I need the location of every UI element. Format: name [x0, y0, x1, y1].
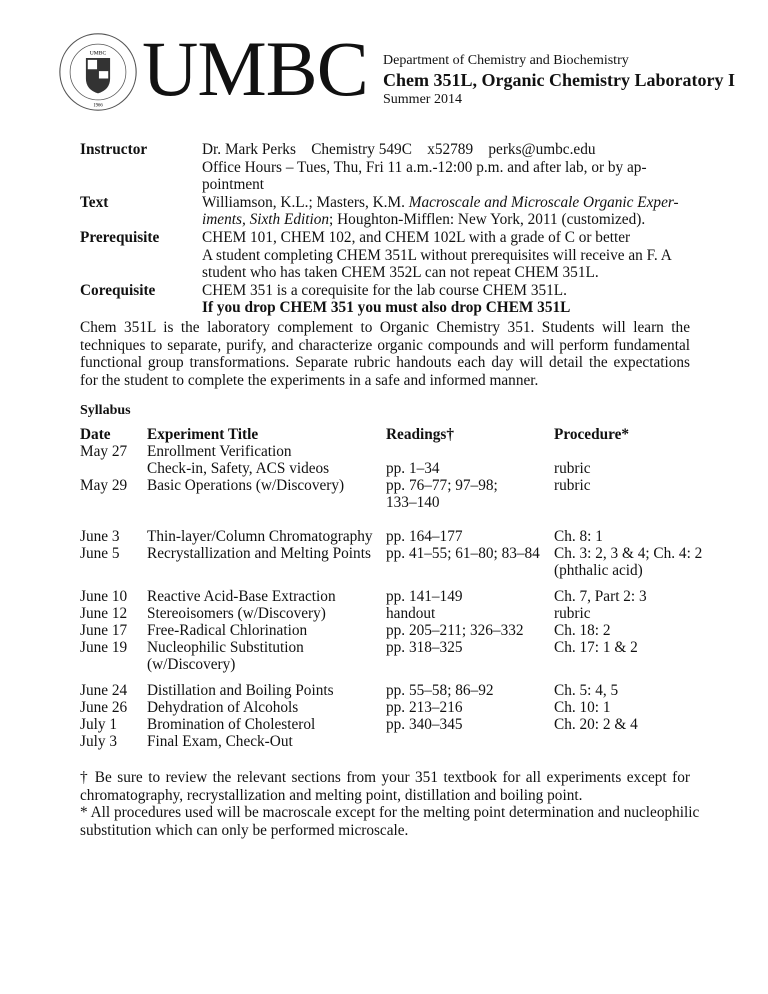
- cell-readings: pp. 1–34: [386, 460, 440, 477]
- cell-procedure: Ch. 8: 1: [554, 528, 603, 545]
- svg-text:1966: 1966: [93, 103, 103, 109]
- footnote-dagger: † Be sure to review the relevant sections from your 351 textbook for all experiments except for: [80, 769, 690, 786]
- cell-procedure: Ch. 3: 2, 3 & 4; Ch. 4: 2: [554, 545, 703, 562]
- cell-date: June 3: [80, 528, 120, 545]
- office-hours-cont: pointment: [202, 176, 265, 194]
- cell-date: June 19: [80, 639, 128, 656]
- cell-experiment-title: Thin-layer/Column Chromatography: [147, 528, 373, 545]
- instructor-label: Instructor: [80, 141, 148, 158]
- cell-readings: pp. 55–58; 86–92: [386, 682, 494, 699]
- prerequisite-label: Prerequisite: [80, 229, 160, 246]
- cell-readings: handout: [386, 605, 436, 622]
- cell-experiment-title: Nucleophilic Substitution: [147, 639, 304, 656]
- cell-procedure: (phthalic acid): [554, 562, 643, 579]
- footnote-dagger-cont: chromatography, recrystallization and melting point, distillation and boiling point.: [80, 786, 583, 804]
- cell-date: June 12: [80, 605, 128, 622]
- cell-date: June 26: [80, 699, 128, 716]
- svg-text:UMBC: UMBC: [89, 50, 107, 57]
- cell-experiment-title: Basic Operations (w/Discovery): [147, 477, 345, 494]
- cell-date: June 10: [80, 588, 128, 605]
- cell-procedure: Ch. 17: 1 & 2: [554, 639, 638, 656]
- intro-line: functional group transformations. Separate rubric handouts each day will detail the expectations: [80, 354, 690, 372]
- text-label: Text: [80, 193, 109, 211]
- textbook-title-cont: iments, Sixth Edition: [202, 211, 330, 229]
- cell-date: June 5: [80, 545, 120, 562]
- intro-line: Chem 351L is the laboratory complement to Organic Chemistry 351. Students will learn the: [80, 319, 690, 336]
- cell-experiment-title: Dehydration of Alcohols: [147, 699, 299, 716]
- column-header-experiment-title: Experiment Title: [147, 426, 259, 443]
- cell-readings: pp. 164–177: [386, 528, 463, 545]
- cell-procedure: Ch. 20: 2 & 4: [554, 716, 638, 733]
- course-title: Chem 351L, Organic Chemistry Laboratory I: [383, 70, 735, 90]
- cell-readings: pp. 318–325: [386, 639, 463, 656]
- cell-date: May 27: [80, 443, 128, 460]
- cell-procedure: Ch. 10: 1: [554, 699, 611, 716]
- cell-experiment-title: (w/Discovery): [147, 656, 236, 673]
- umbc-seal-logo: [58, 32, 138, 112]
- intro-line: for the student to complete the experiments in a safe and informed manner.: [80, 371, 539, 389]
- footnote-asterisk-cont: substitution which can only be performed microscale.: [80, 821, 409, 839]
- cell-experiment-title: Check-in, Safety, ACS videos: [147, 460, 330, 477]
- textbook-line1: [202, 194, 679, 212]
- cell-procedure: Ch. 7, Part 2: 3: [554, 588, 647, 605]
- corequisite-label: Corequisite: [80, 281, 156, 299]
- department-name: Department of Chemistry and Biochemistry: [383, 53, 629, 68]
- cell-date: July 1: [80, 716, 117, 733]
- textbook-title: Macroscale and Microscale Organic Exper-: [408, 193, 679, 211]
- prerequisite-note-cont: student who has taken CHEM 352L can not repeat CHEM 351L.: [202, 264, 599, 282]
- corequisite-text: CHEM 351 is a corequisite for the lab course CHEM 351L.: [202, 281, 567, 299]
- cell-readings: pp. 205–211; 326–332: [386, 622, 524, 639]
- cell-procedure: rubric: [554, 605, 591, 622]
- cell-readings: pp. 213–216: [386, 699, 463, 716]
- syllabus-heading: Syllabus: [80, 403, 131, 418]
- prerequisite-note: A student completing CHEM 351L without prerequisites will receive an F. A: [202, 246, 672, 264]
- cell-procedure: rubric: [554, 477, 591, 494]
- office-hours: Office Hours – Tues, Thu, Fri 11 a.m.-12:00 p.m. and after lab, or by ap-: [202, 158, 647, 176]
- drop-warning: If you drop CHEM 351 you must also drop CHEM 351L: [202, 299, 571, 317]
- term: Summer 2014: [383, 92, 462, 107]
- instructor-details: Dr. Mark Perks Chemistry 549C x52789 perks@umbc.edu: [202, 141, 596, 158]
- textbook-line2: [202, 211, 645, 229]
- cell-experiment-title: Enrollment Verification: [147, 443, 292, 460]
- prerequisite-courses: CHEM 101, CHEM 102, and CHEM 102L with a grade of C or better: [202, 229, 631, 246]
- cell-experiment-title: Stereoisomers (w/Discovery): [147, 605, 326, 622]
- cell-experiment-title: Distillation and Boiling Points: [147, 682, 334, 699]
- cell-procedure: rubric: [554, 460, 591, 477]
- textbook-authors: Williamson, K.L.; Masters, K.M.: [202, 193, 409, 211]
- cell-readings: 133–140: [386, 494, 440, 511]
- cell-experiment-title: Reactive Acid-Base Extraction: [147, 588, 336, 605]
- footnote-asterisk: * All procedures used will be macroscale except for the melting point determination and nucleophilic: [80, 804, 700, 822]
- cell-experiment-title: Free-Radical Chlorination: [147, 622, 308, 639]
- cell-experiment-title: Recrystallization and Melting Points: [147, 545, 371, 562]
- cell-procedure: Ch. 18: 2: [554, 622, 611, 639]
- column-header-readings: Readings†: [386, 426, 454, 443]
- cell-experiment-title: Final Exam, Check-Out: [147, 733, 293, 750]
- column-header-date: Date: [80, 426, 111, 443]
- cell-date: July 3: [80, 733, 117, 750]
- textbook-publisher: ; Houghton-Mifflen: New York, 2011 (customized).: [329, 211, 646, 229]
- intro-line: techniques to separate, purify, and characterize organic compounds and will perform fundamental: [80, 336, 690, 354]
- cell-date: June 17: [80, 622, 128, 639]
- cell-procedure: Ch. 5: 4, 5: [554, 682, 619, 699]
- cell-date: May 29: [80, 477, 128, 494]
- cell-readings: pp. 41–55; 61–80; 83–84: [386, 545, 540, 562]
- cell-readings: pp. 340–345: [386, 716, 463, 733]
- cell-readings: pp. 76–77; 97–98;: [386, 477, 498, 494]
- cell-date: June 24: [80, 682, 128, 699]
- column-header-procedure: Procedure*: [554, 426, 630, 443]
- cell-readings: pp. 141–149: [386, 588, 463, 605]
- cell-experiment-title: Bromination of Cholesterol: [147, 716, 316, 733]
- umbc-wordmark: UMBC: [142, 25, 368, 112]
